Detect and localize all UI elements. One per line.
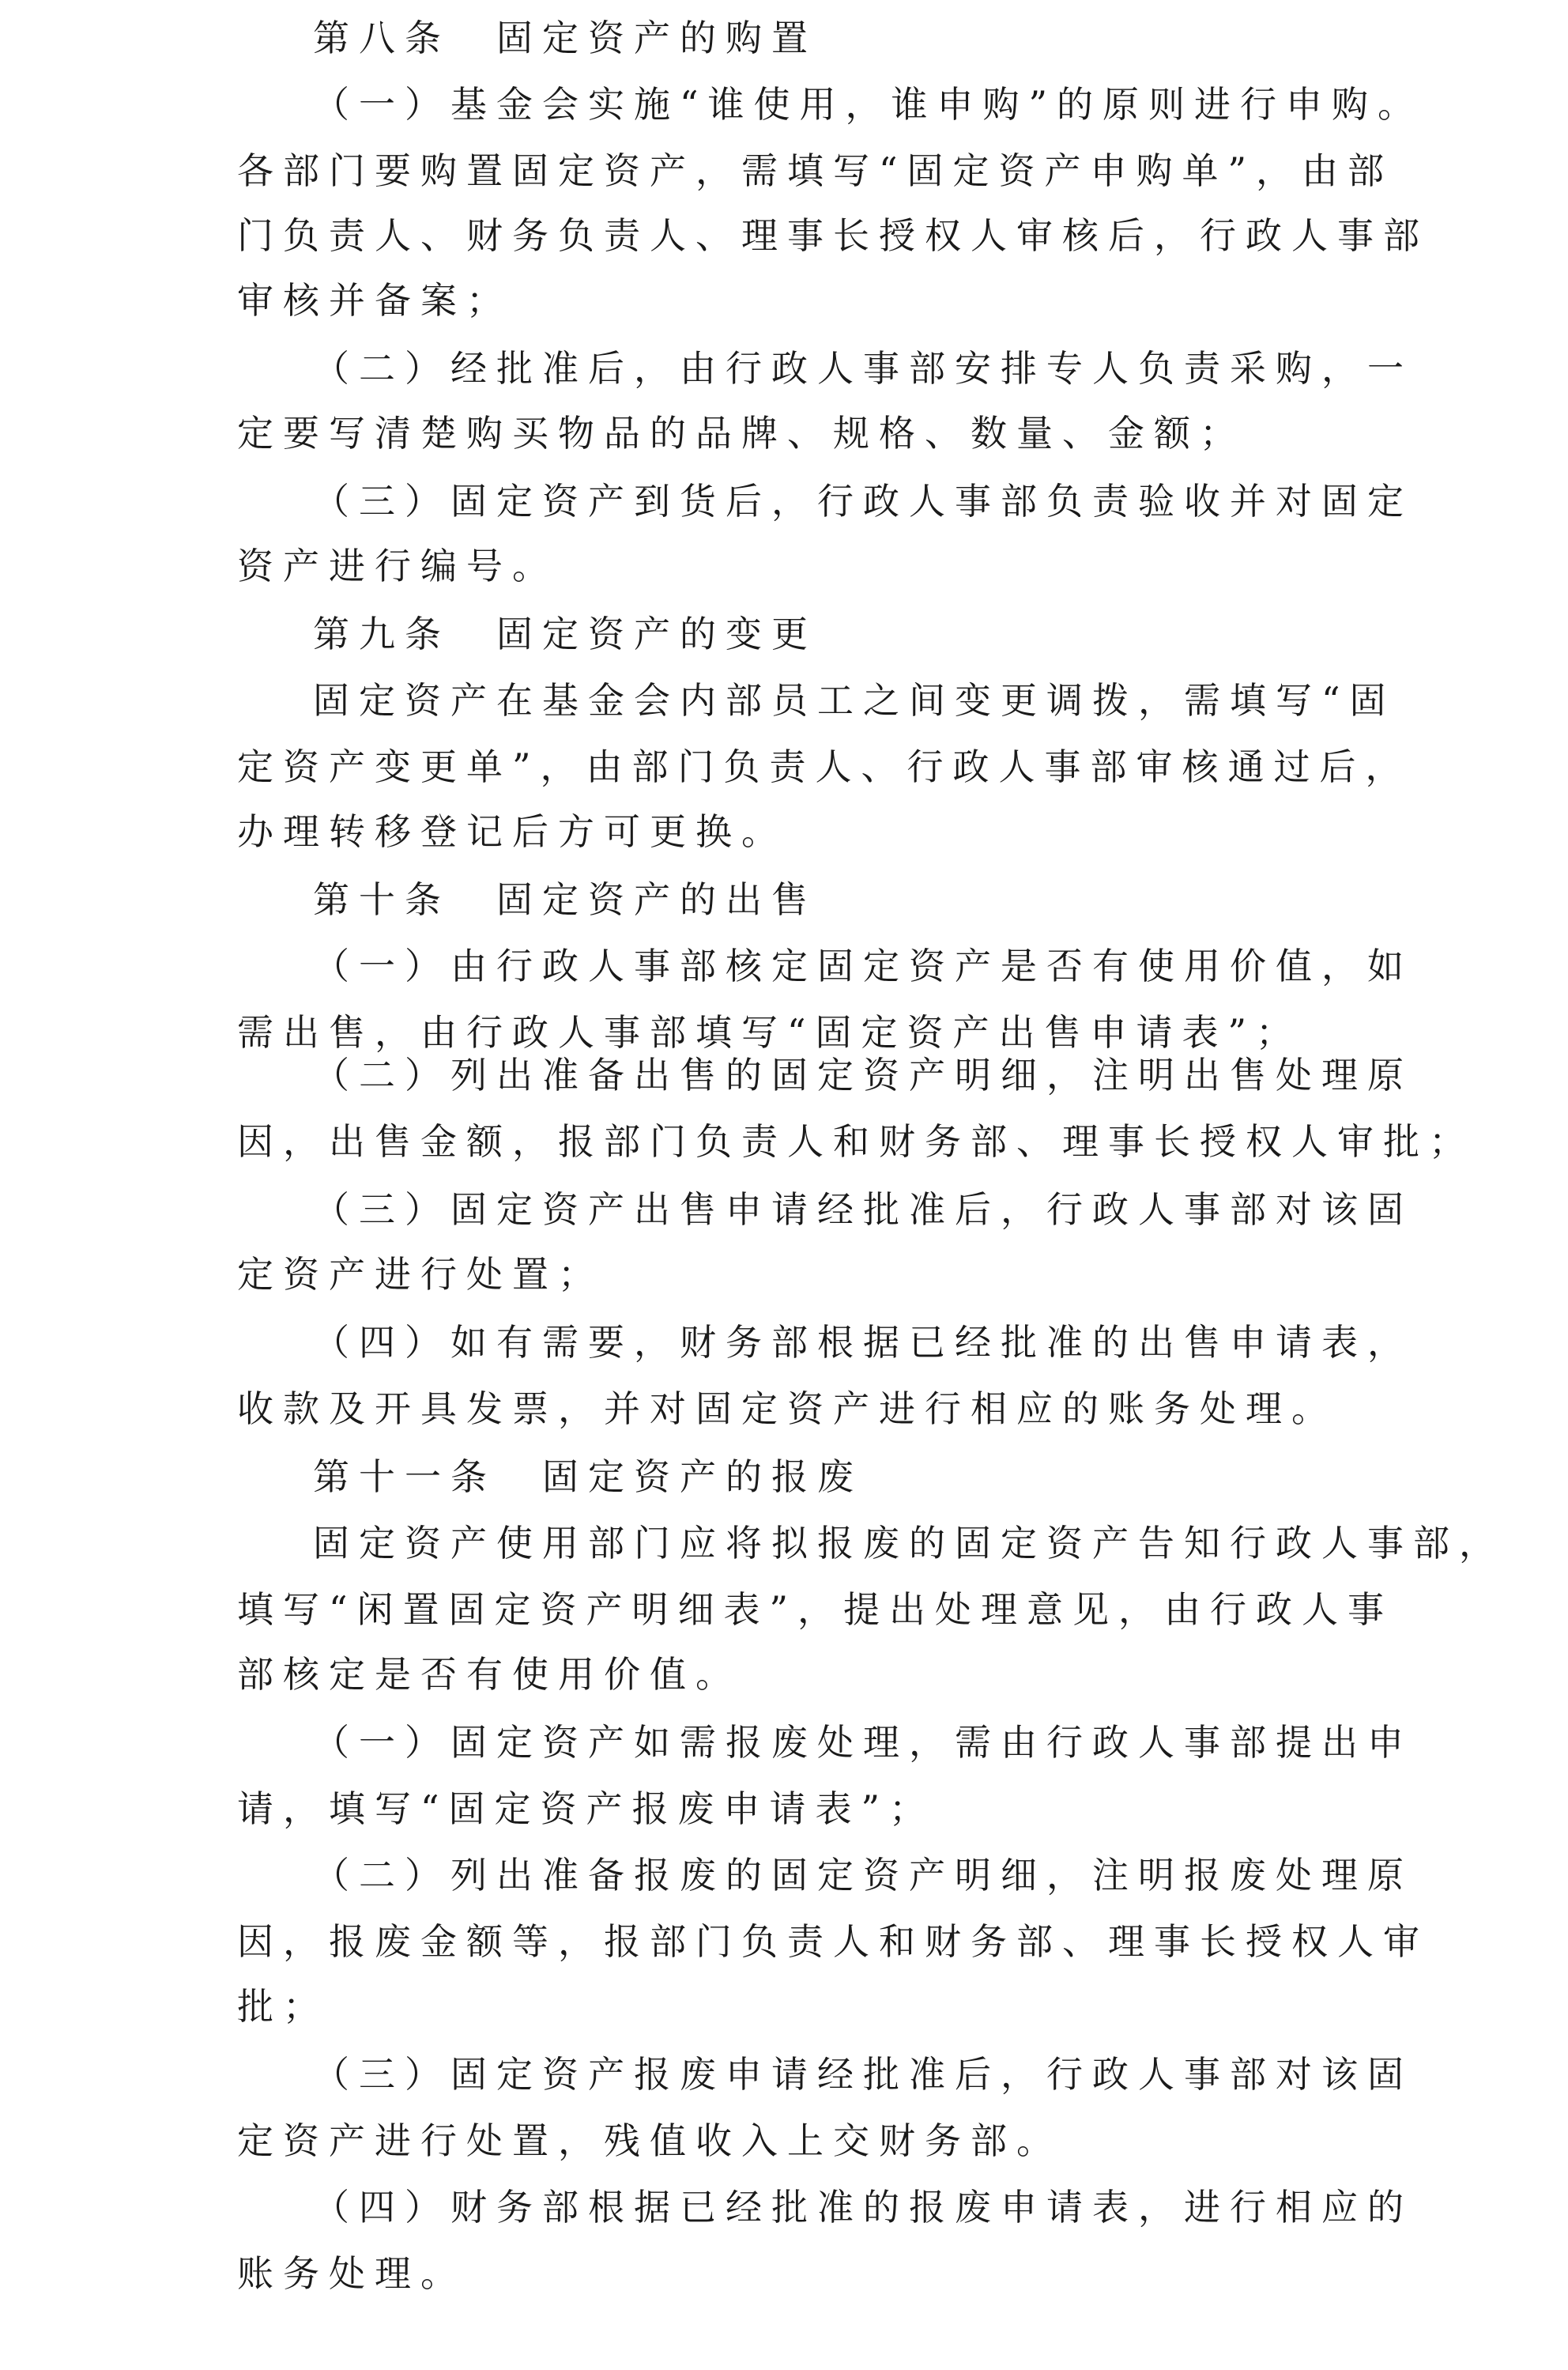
paragraph-line: 定资产变更单”，由部门负责人、行政人事部审核通过后， — [237, 745, 1412, 788]
paragraph-line: （二）列出准备出售的固定资产明细，注明出售处理原 — [313, 1054, 1413, 1096]
article-10-heading: 第十条 固定资产的出售 — [313, 878, 817, 921]
paragraph-line: 固定资产在基金会内部员工之间变更调拨，需填写“固 — [313, 679, 1396, 722]
paragraph-line: 定资产进行处置，残值收入上交财务部。 — [237, 2119, 1062, 2162]
article-8-heading: 第八条 固定资产的购置 — [313, 17, 817, 59]
paragraph-line: 固定资产使用部门应将拟报废的固定资产告知行政人事部， — [313, 1522, 1505, 1564]
paragraph-line: （四）如有需要，财务部根据已经批准的出售申请表， — [313, 1321, 1413, 1364]
paragraph-line: （二）列出准备报废的固定资产明细，注明报废处理原 — [313, 1854, 1413, 1896]
paragraph-line: 账务处理。 — [237, 2252, 466, 2295]
paragraph-line: 填写“闲置固定资产明细表”，提出处理意见，由行政人事 — [237, 1588, 1394, 1631]
paragraph-line: （一）由行政人事部核定固定资产是否有使用价值，如 — [313, 945, 1413, 987]
paragraph-line: 需出售，由行政人事部填写“固定资产出售申请表”； — [237, 1011, 1302, 1054]
paragraph-line: 因，报废金额等，报部门负责人和财务部、理事长授权人审 — [237, 1920, 1429, 1963]
paragraph-line: （三）固定资产报废申请经批准后，行政人事部对该固 — [313, 2053, 1413, 2096]
paragraph-line: （一）固定资产如需报废处理，需由行政人事部提出申 — [313, 1721, 1413, 1764]
paragraph-line: 收款及开具发票，并对固定资产进行相应的账务处理。 — [237, 1387, 1337, 1430]
paragraph-line: （四）财务部根据已经批准的报废申请表，进行相应的 — [313, 2186, 1413, 2228]
paragraph-line: （三）固定资产出售申请经批准后，行政人事部对该固 — [313, 1188, 1413, 1231]
paragraph-line: 请，填写“固定资产报废申请表”； — [237, 1787, 936, 1830]
paragraph-line: 办理转移登记后方可更换。 — [237, 810, 787, 853]
paragraph-line: 批； — [237, 1985, 329, 2028]
paragraph-line: 门负责人、财务负责人、理事长授权人审核后，行政人事部 — [237, 214, 1429, 257]
paragraph-line: （三）固定资产到货后，行政人事部负责验收并对固定 — [313, 480, 1413, 523]
paragraph-line: 审核并备案； — [237, 279, 512, 322]
paragraph-line: （一）基金会实施“谁使用，谁申购”的原则进行申购。 — [313, 83, 1424, 126]
paragraph-line: 各部门要购置固定资产，需填写“固定资产申购单”，由部 — [237, 149, 1394, 192]
paragraph-line: 因，出售金额，报部门负责人和财务部、理事长授权人审批； — [237, 1120, 1475, 1163]
paragraph-line: 定资产进行处置； — [237, 1253, 604, 1296]
article-11-heading: 第十一条 固定资产的报废 — [313, 1455, 863, 1498]
paragraph-line: 定要写清楚购买物品的品牌、规格、数量、金额； — [237, 412, 1246, 455]
paragraph-line: （二）经批准后，由行政人事部安排专人负责采购，一 — [313, 347, 1413, 390]
article-9-heading: 第九条 固定资产的变更 — [313, 613, 817, 655]
paragraph-line: 部核定是否有使用价值。 — [237, 1653, 741, 1696]
paragraph-line: 资产进行编号。 — [237, 545, 558, 587]
